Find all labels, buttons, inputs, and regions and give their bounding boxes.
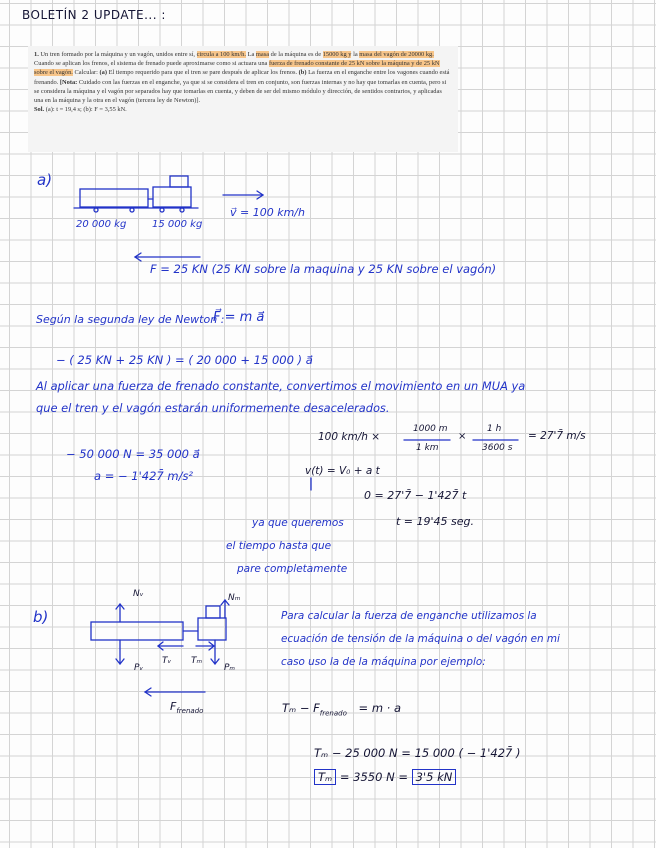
tension-equation-subscript: frenado — [319, 709, 347, 718]
note-label: [Nota: — [59, 78, 78, 86]
problem-text: El tiempo requerido para que el tren se pare después de aplicar los frenos. — [108, 69, 298, 77]
force-label: F = 25 KN (25 KN sobre la maquina y 25 KN sobre el vagón) — [150, 262, 497, 276]
explanation-line-2: que el tren y el vagón estarán uniformemente desacelerados. — [36, 401, 390, 415]
problem-text: la — [353, 51, 358, 58]
tension-equation — [282, 703, 401, 717]
newton-equation: F⃗ = m a⃗ — [213, 310, 265, 325]
part-a-label: a) — [37, 171, 53, 189]
problem-text: Calcular: — [74, 69, 98, 77]
tension-equation-lhs: Tₘ − F — [282, 701, 320, 715]
problem-text: de la máquina es de — [270, 51, 322, 58]
note-line-1: ya que queremos — [252, 517, 344, 529]
braking-force-subscript: frenado — [176, 707, 204, 716]
problem-text: (b) — [298, 69, 307, 77]
braking-force-symbol: F — [170, 700, 177, 713]
velocity-label: v⃗ = 100 km/h — [230, 206, 305, 219]
newton-intro: Según la segunda ley de Newton : — [36, 313, 225, 326]
free-body-diagram — [91, 600, 229, 696]
mass-engine: 15 000 kg — [152, 219, 203, 230]
tension-equation-rhs: = m · a — [358, 701, 402, 715]
highlight: 15000 kg y — [322, 51, 352, 58]
problem-number: 1. — [34, 51, 39, 58]
page-title: BOLETÍN 2 UPDATE... : — [22, 8, 166, 22]
conversion-result: = 27'7̄ m/s — [528, 430, 586, 442]
solution-label: Sol. — [34, 106, 45, 114]
highlight: circula a 100 km/h. — [196, 51, 246, 58]
weight-wagon-label: Pᵥ — [134, 663, 144, 673]
problem-text: (a) — [99, 69, 107, 77]
problem-text: La — [247, 51, 255, 58]
final-result — [314, 772, 456, 784]
mass-wagon: 20 000 kg — [76, 219, 127, 230]
result-value: = 3550 N = — [339, 770, 408, 784]
explanation-b-line-2: ecuación de tensión de la máquina o del vagón en mi — [281, 633, 560, 645]
weight-engine-label: Pₘ — [224, 663, 236, 673]
conversion-num-2: 1 h — [487, 424, 502, 434]
braking-force-label — [170, 701, 203, 715]
note-line-2: el tiempo hasta que — [226, 540, 332, 552]
equation-1: − ( 25 KN + 25 KN ) = ( 20 000 + 15 000 ) a⃗ — [56, 353, 313, 367]
time-result: t = 19'45 seg. — [396, 515, 475, 528]
tension-wagon-label: Tᵥ — [162, 656, 172, 666]
acceleration-result: a = − 1'427̄ m/s² — [94, 469, 194, 483]
normal-engine-label: Nₘ — [228, 593, 241, 603]
result-answer-box: 3'5 kN — [412, 769, 457, 785]
solution-text: (a): t = 19,4 s; (b): F = 3,55 kN. — [45, 106, 127, 114]
highlight: masa del vagón de 20000 kg. — [359, 51, 434, 58]
conversion-den-2: 3600 s — [482, 443, 513, 453]
explanation-b-line-3: caso uso la de la máquina por ejemplo: — [281, 656, 486, 668]
highlight: fuerza de frenado constante de 25 kN sobre la máquina y de 25 kN sobre el vagón. — [34, 60, 440, 77]
problem-text: La fuerza en el enganche entre los vagones cuando está frenando. — [34, 69, 450, 86]
equation-2: − 50 000 N = 35 000 a⃗ — [66, 447, 200, 461]
numeric-equation: Tₘ − 25 000 N = 15 000 ( − 1'427̄ ) — [314, 746, 521, 760]
problem-text: Un tren formado por la máquina y un vagón, unidos entre sí, — [40, 51, 195, 58]
problem-text: Cuando se aplican los frenos, el sistema de frenado puede aproximarse como si actuara una — [34, 60, 268, 68]
normal-wagon-label: Nᵥ — [133, 589, 144, 599]
result-symbol-box: Tₘ — [314, 769, 336, 785]
conversion-times: × — [458, 431, 467, 442]
zero-velocity-equation: 0 = 27'7̄ − 1'427̄ t — [364, 489, 467, 502]
explanation-line-1: Al aplicar una fuerza de frenado constante, convertimos el movimiento en un MUA ya — [36, 379, 526, 393]
highlight: masa — [255, 51, 270, 58]
force-arrow — [135, 253, 200, 261]
conversion-den-1: 1 km — [416, 443, 439, 453]
conversion-num-1: 1000 m — [413, 424, 448, 434]
conversion-start: 100 km/h × — [318, 431, 381, 443]
part-b-label: b) — [33, 608, 49, 626]
note-text: Cuidado con las fuerzas en el enganche, ya que si se considera el tren en conjunto, son fuerzas internas y no hay que tomarlas en cuenta, pero si se considera la máquina y el vagón por separados hay que tomarlas en cuenta, y deben de ser del mismo módulo y dirección, de sentidos contrarios, y aplicadas una en la máquina y la otra en el vagón (tercera ley de Newton)]. — [34, 78, 447, 105]
explanation-b-line-1: Para calcular la fuerza de enganche utilizamos la — [281, 610, 537, 622]
note-line-3: pare completamente — [237, 563, 348, 575]
train-sketch — [74, 176, 198, 212]
velocity-arrow — [223, 191, 263, 199]
tension-engine-label: Tₘ — [191, 656, 203, 666]
velocity-equation: v(t) = V₀ + a t — [305, 465, 380, 477]
